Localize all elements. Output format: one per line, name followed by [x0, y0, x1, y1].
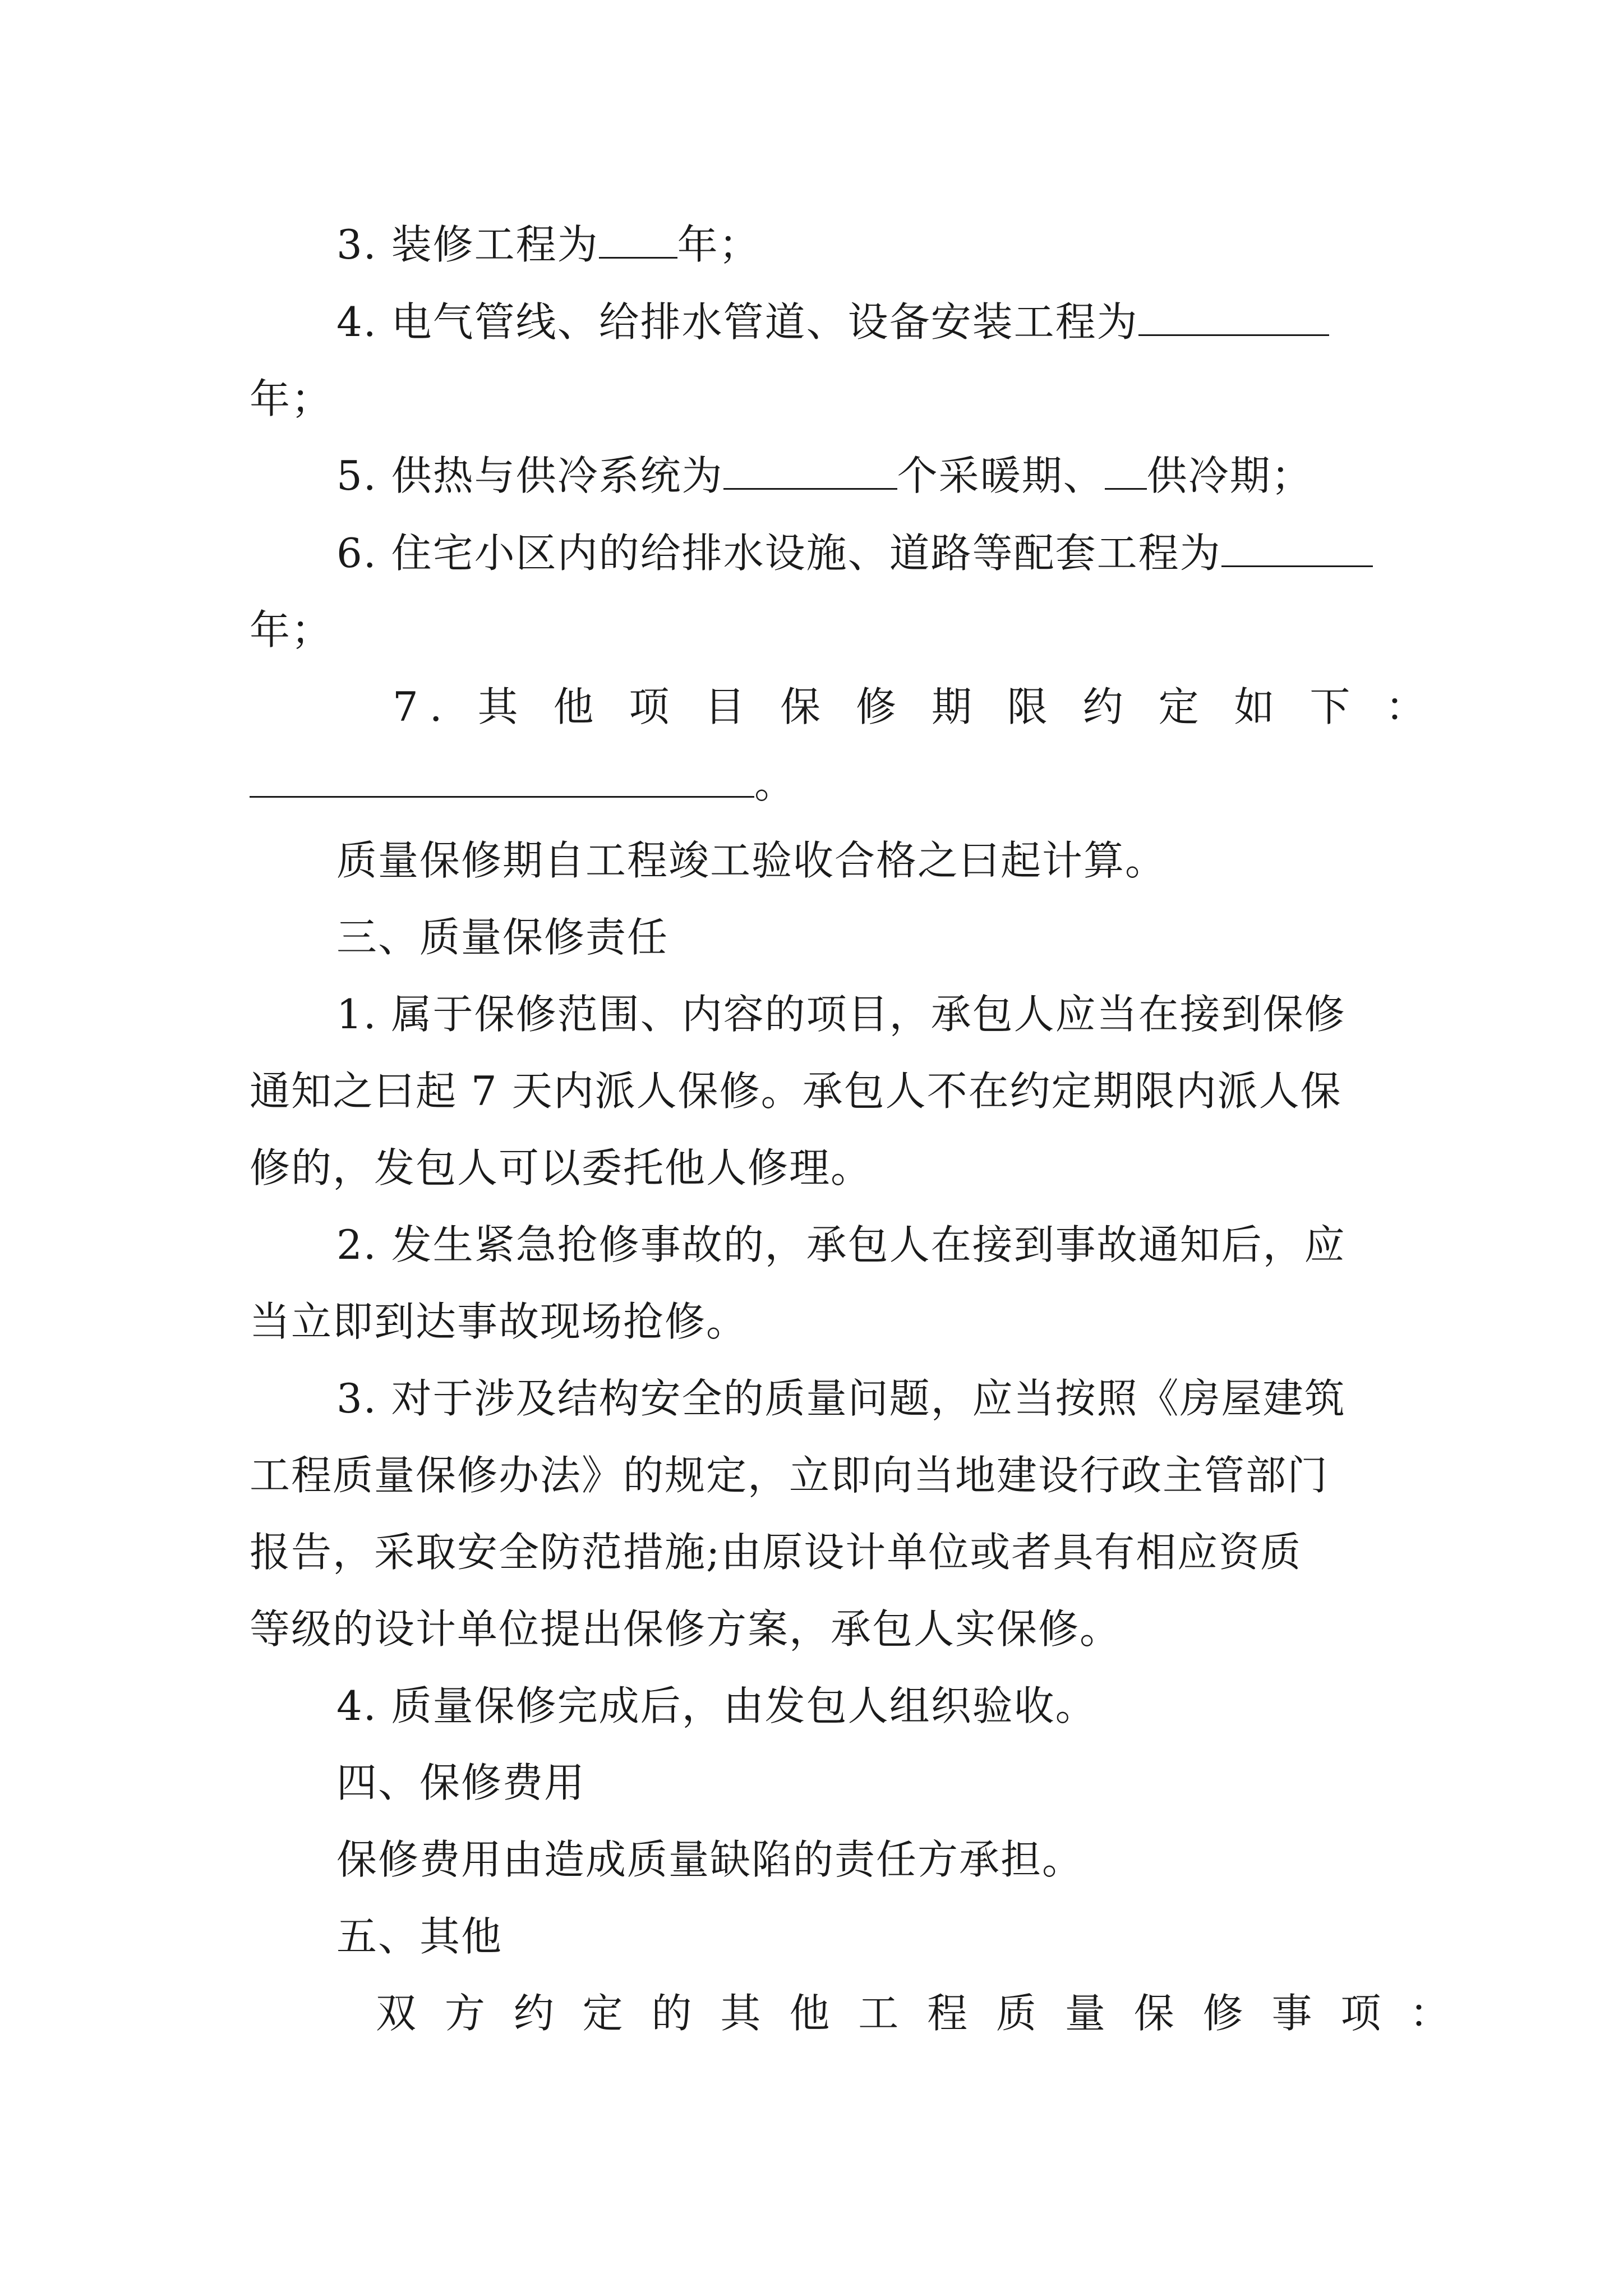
- item-3-suffix: 年；: [677, 221, 760, 268]
- section-heading-4: [336, 1759, 1388, 1806]
- responsibility-3-text-3: 报告，采取安全防范措施;由原设计单位或者具有相应资质: [250, 1529, 1302, 1576]
- item-5-heating-cooling-period: [336, 452, 1388, 499]
- responsibility-2-text-2: 当立即到达事故现场抢修。: [250, 1298, 748, 1345]
- responsibility-3-line-2: [250, 1452, 1388, 1499]
- item-4-continuation: [250, 375, 1388, 422]
- item-6-text: 6. 住宅小区内的给排水设施、道路等配套工程为: [336, 530, 1221, 577]
- responsibility-2-text-1: 2. 发生紧急抢修事故的，承包人在接到事故通知后，应: [336, 1221, 1346, 1268]
- responsibility-3-line-3: [250, 1529, 1388, 1576]
- section-5-title: 五、其他: [336, 1913, 503, 1960]
- item-5-middle: 个采暖期、: [897, 452, 1105, 499]
- responsibility-4: [336, 1682, 1388, 1729]
- responsibility-3-line-1: [336, 1375, 1388, 1422]
- item-3-blank: [599, 226, 677, 259]
- item-5-suffix: 供冷期；: [1146, 452, 1313, 499]
- responsibility-3-text-1: 3. 对于涉及结构安全的质量问题，应当按照《房屋建筑: [336, 1375, 1346, 1422]
- item-4-electrical-period: [336, 298, 1388, 346]
- section-3-title: 三、质量保修责任: [336, 914, 669, 961]
- item-4-text: 4. 电气管线、给排水管道、设备安装工程为: [336, 298, 1138, 346]
- item-4-blank: [1138, 303, 1329, 336]
- section-4-title: 四、保修费用: [336, 1759, 586, 1806]
- item-7-continuation: [250, 760, 1388, 807]
- item-5-text: 5. 供热与供冷系统为: [336, 452, 723, 499]
- item-7-blank: [250, 765, 754, 798]
- period-start-text: 质量保修期自工程竣工验收合格之曰起计算。: [336, 837, 1167, 884]
- fee-text: 保修费用由造成质量缺陷的责任方承担。: [336, 1836, 1084, 1883]
- responsibility-1-line-3: [250, 1144, 1388, 1191]
- item-6-community-facilities-period: [336, 530, 1388, 577]
- item-6-continuation: [250, 606, 1388, 654]
- item-7-other-items: [393, 683, 1437, 730]
- responsibility-2-line-2: [250, 1298, 1388, 1345]
- responsibility-1-text-1: 1. 属于保修范围、内容的项目，承包人应当在接到保修: [336, 991, 1346, 1038]
- item-7-end: 。: [754, 760, 796, 807]
- item-7-label: 7. 其 他 项 目 保 修 期 限 约 定 如 下 ：: [393, 683, 1437, 730]
- responsibility-1-line-1: [336, 991, 1388, 1038]
- other-matters-line: [376, 1990, 1458, 2037]
- section-heading-5: [336, 1913, 1388, 1960]
- other-matters-text: 双 方 约 定 的 其 他 工 程 质 量 保 修 事 项 ：: [376, 1990, 1458, 2037]
- responsibility-1-text-3: 修的，发包人可以委托他人修理。: [250, 1144, 873, 1191]
- period-start-paragraph: [336, 837, 1388, 884]
- item-6-suffix: 年；: [250, 606, 333, 654]
- section-heading-3: [336, 914, 1388, 961]
- responsibility-1-text-2: 通知之曰起 7 天内派人保修。承包人不在约定期限内派人保: [250, 1068, 1342, 1115]
- item-3-text: 3. 装修工程为: [336, 221, 599, 268]
- item-6-blank: [1221, 534, 1373, 567]
- responsibility-3-text-4: 等级的设计单位提出保修方案，承包人实保修。: [250, 1605, 1122, 1653]
- responsibility-4-text: 4. 质量保修完成后，由发包人组织验收。: [336, 1682, 1097, 1729]
- responsibility-1-line-2: [250, 1068, 1388, 1115]
- item-3-decoration-period: [336, 221, 1388, 268]
- fee-paragraph: [336, 1836, 1388, 1883]
- responsibility-3-text-2: 工程质量保修办法》的规定，立即向当地建设行政主管部门: [250, 1452, 1329, 1499]
- responsibility-3-line-4: [250, 1605, 1388, 1653]
- responsibility-2-line-1: [336, 1221, 1388, 1268]
- item-4-suffix: 年；: [250, 375, 333, 422]
- item-5-blank-heating: [723, 457, 897, 490]
- item-5-blank-cooling: [1105, 457, 1147, 490]
